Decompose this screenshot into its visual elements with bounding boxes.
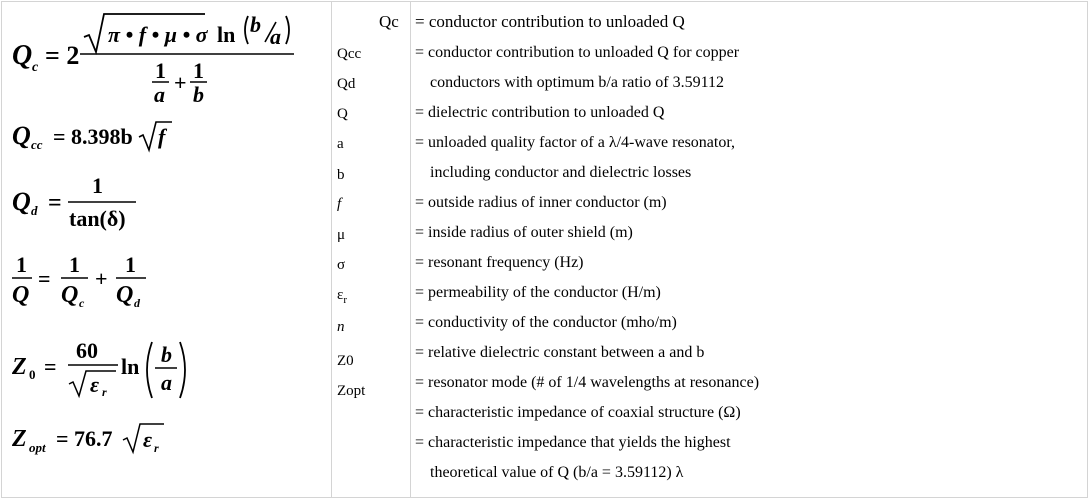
formula-qc-lhs: Q — [12, 40, 33, 71]
formula-qd-lhs-sub: d — [31, 203, 38, 218]
formula-z0 — [12, 336, 212, 412]
formula-zopt-rhs: = 76.7 — [56, 426, 113, 451]
formula-qd-lhs: Q — [12, 187, 31, 216]
formula-qd-den: tan(δ) — [69, 206, 126, 231]
formula-z0-eq: = — [44, 354, 57, 379]
symbol-epsilon-sub: r — [343, 294, 347, 306]
formula-q-plus: + — [95, 266, 108, 291]
formula-q-eq: = — [38, 266, 51, 291]
symbol-mu: μ — [337, 227, 346, 243]
formula-qd-eq: = — [48, 190, 62, 216]
formula-q-q: Q — [12, 282, 30, 308]
paren-right — [286, 16, 289, 44]
symbol-epsilon-base: ε — [337, 287, 344, 303]
symbol-sigma: σ — [337, 257, 346, 273]
definition-line: = dielectric contribution to unloaded Q — [415, 104, 665, 121]
definition-line: = conductivity of the conductor (mho/m) — [415, 314, 677, 331]
definition-line: = resonant frequency (Hz) — [415, 254, 584, 271]
definition-line: = inside radius of outer shield (m) — [415, 224, 633, 241]
formula-q-qd-sub: d — [134, 296, 140, 310]
formula-q — [12, 250, 212, 320]
symbol-qd: Qd — [337, 76, 356, 92]
symbol-z0: Z0 — [337, 353, 354, 369]
formula-qd — [12, 168, 212, 244]
formula-qcc-root: f — [158, 124, 166, 149]
definition-line: = conductor contribution to unloaded Q — [415, 12, 685, 31]
formula-z0-lhs-sub: 0 — [29, 367, 36, 382]
formula-q-one-b: 1 — [69, 252, 80, 277]
formula-qc-ln-num: b — [250, 12, 261, 37]
definition-line: = characteristic impedance that yields the highest — [415, 434, 731, 451]
symbol-column — [332, 0, 410, 499]
formula-z0-frac-den: a — [161, 370, 172, 395]
formula-zopt-root-sub: r — [154, 441, 159, 455]
formula-z0-lhs: Z — [12, 354, 27, 380]
formula-qcc-lhs: Q — [12, 121, 31, 150]
formula-q-qc: Q — [61, 282, 79, 308]
formula-q-qd: Q — [116, 282, 134, 308]
symbol-n: n — [337, 319, 345, 335]
formula-z0-frac-num: b — [161, 342, 172, 367]
formula-qc-ln-den: a — [270, 24, 281, 49]
paren-left — [245, 16, 248, 44]
formula-q-qc-sub: c — [79, 296, 85, 310]
radical-sign — [139, 122, 172, 150]
symbol-a: a — [337, 136, 344, 152]
formula-qcc-lhs-sub: cc — [31, 137, 43, 152]
formula-qcc-rhs: = 8.398b — [53, 124, 133, 149]
symbol-zopt: Zopt — [337, 383, 366, 399]
definition-line: = unloaded quality factor of a λ/4-wave resonator, — [415, 134, 736, 151]
symbol-b: b — [337, 167, 345, 183]
formula-qc-den-b: b — [193, 82, 204, 107]
formula-qc-den-a: a — [154, 82, 165, 107]
formula-zopt-lhs-sub: opt — [29, 440, 46, 455]
definition-line: = permeability of the conductor (H/m) — [415, 284, 661, 301]
formula-qd-num: 1 — [92, 173, 103, 198]
formula-qc-ln: ln — [217, 22, 236, 47]
symbol-q: Q — [337, 106, 348, 122]
definition-line: theoretical value of Q (b/a = 3.59112) λ — [430, 464, 684, 481]
formula-qc-lhs-sub: c — [32, 60, 39, 75]
symbol-f: f — [337, 196, 342, 212]
symbol-qc: Qc — [379, 12, 399, 31]
formula-qc — [12, 8, 312, 118]
formula-qc-den-2: 1 — [193, 58, 204, 83]
symbol-epsilon-r — [337, 286, 347, 309]
symbol-qcc: Qcc — [337, 46, 362, 62]
definition-line: = relative dielectric constant between a and b — [415, 344, 705, 361]
definition-line: including conductor and dielectric losses — [430, 164, 692, 181]
formula-qc-plus: + — [174, 70, 187, 95]
formula-z0-num: 60 — [76, 338, 98, 363]
definition-column — [411, 0, 1088, 499]
formula-z0-ln: ln — [121, 354, 140, 379]
formula-zopt-lhs: Z — [12, 426, 27, 452]
definition-line: = outside radius of inner conductor (m) — [415, 194, 667, 211]
definition-line: conductors with optimum b/a ratio of 3.59112 — [430, 74, 725, 91]
definition-line: = conductor contribution to unloaded Q for copper — [415, 44, 740, 61]
formula-qc-root: π • f • μ • σ — [108, 22, 208, 47]
formula-q-one-c: 1 — [125, 252, 136, 277]
definition-line: = resonator mode (# of 1/4 wavelengths at resonance) — [415, 374, 760, 391]
formula-z0-root: ε — [90, 372, 100, 397]
formula-qcc — [12, 118, 212, 160]
formula-qc-den-1: 1 — [155, 58, 166, 83]
formula-qc-coef: = 2 — [45, 41, 80, 70]
paren-left — [147, 342, 152, 398]
definition-line: = characteristic impedance of coaxial structure (Ω) — [415, 404, 741, 421]
formula-q-one-a: 1 — [16, 252, 27, 277]
formula-z0-root-sub: r — [102, 385, 107, 399]
formula-zopt — [12, 418, 212, 464]
paren-right — [180, 342, 185, 398]
formula-zopt-root: ε — [143, 427, 153, 452]
formula-column — [0, 0, 331, 499]
